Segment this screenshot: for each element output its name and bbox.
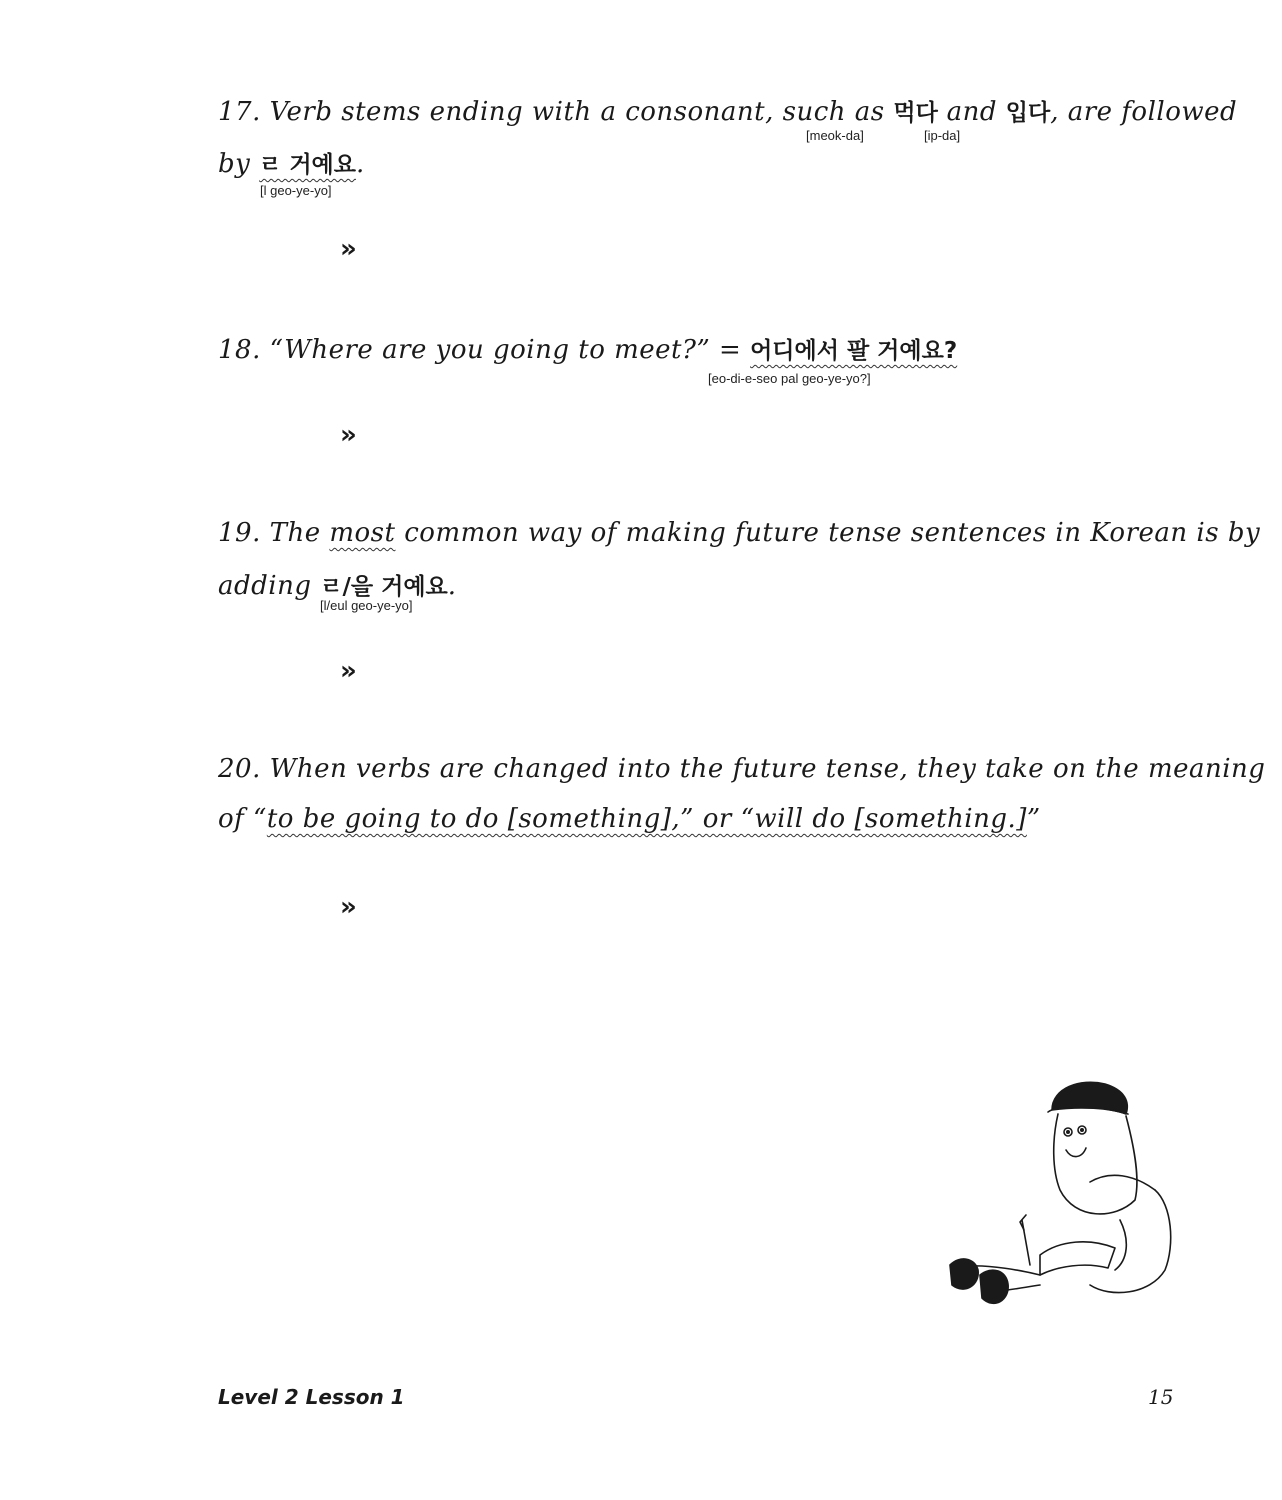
q17-korean-meokda: 먹다 (893, 100, 938, 126)
q20-line1 (218, 754, 1265, 784)
q19-korean-ending: ㄹ/을 거예요 (320, 574, 448, 600)
q17-korean-ipda: 입다 (1005, 100, 1051, 126)
q17-text-b: and (937, 97, 1006, 127)
q20-underlined-phrase: to be going to do [something],” or “will do [something.] (266, 804, 1027, 834)
q17-answer-arrow: » (340, 234, 357, 264)
q18-answer-arrow: » (340, 420, 357, 450)
q18-line1 (218, 332, 957, 365)
q19-answer-arrow: » (340, 656, 357, 686)
q17-text-a: 17. Verb stems ending with a consonant, such as (218, 97, 894, 127)
q20-answer-arrow: » (340, 892, 357, 922)
boy-writing-illustration-icon (940, 1070, 1180, 1315)
q17-romanization-2: [ip-da] (924, 128, 961, 143)
q17-romanization-3: [l geo-ye-yo] (260, 183, 332, 198)
q19-text-a: 19. The (218, 518, 330, 548)
q17-text-c: , are followed (1050, 97, 1238, 127)
q19-text-b: common way of making future tense sentences in Korean is by (395, 518, 1261, 548)
q20-text-c: ” (1026, 804, 1041, 834)
q20-text-a: 20. When verbs are changed into the future tense, they take on the meaning (218, 754, 1266, 784)
q19-romanization: [l/eul geo-ye-yo] (320, 598, 413, 613)
q19-underlined-most: most (329, 518, 396, 548)
q19-line2 (218, 568, 457, 601)
q18-korean-sentence: 어디에서 팔 거예요? (750, 338, 958, 364)
footer-lesson-label: Level 2 Lesson 1 (218, 1385, 405, 1409)
q18-romanization: [eo-di-e-seo pal geo-ye-yo?] (708, 371, 871, 386)
page-number: 15 (1148, 1385, 1174, 1409)
q17-romanization-1: [meok-da] (806, 128, 864, 143)
q19-text-c: adding (218, 571, 321, 601)
q20-text-b: of “ (218, 804, 267, 834)
q18-text-a: 18. “Where are you going to meet?” = (218, 335, 751, 365)
q17-text-e: . (356, 149, 365, 179)
q17-line2 (218, 146, 365, 179)
q17-korean-ending: ㄹ 거예요 (259, 152, 356, 178)
q19-text-d: . (447, 571, 457, 601)
q19-line1 (218, 518, 1260, 548)
q17-line1 (218, 94, 1237, 127)
q17-text-d: by (218, 149, 260, 179)
q20-line2 (218, 804, 1041, 834)
